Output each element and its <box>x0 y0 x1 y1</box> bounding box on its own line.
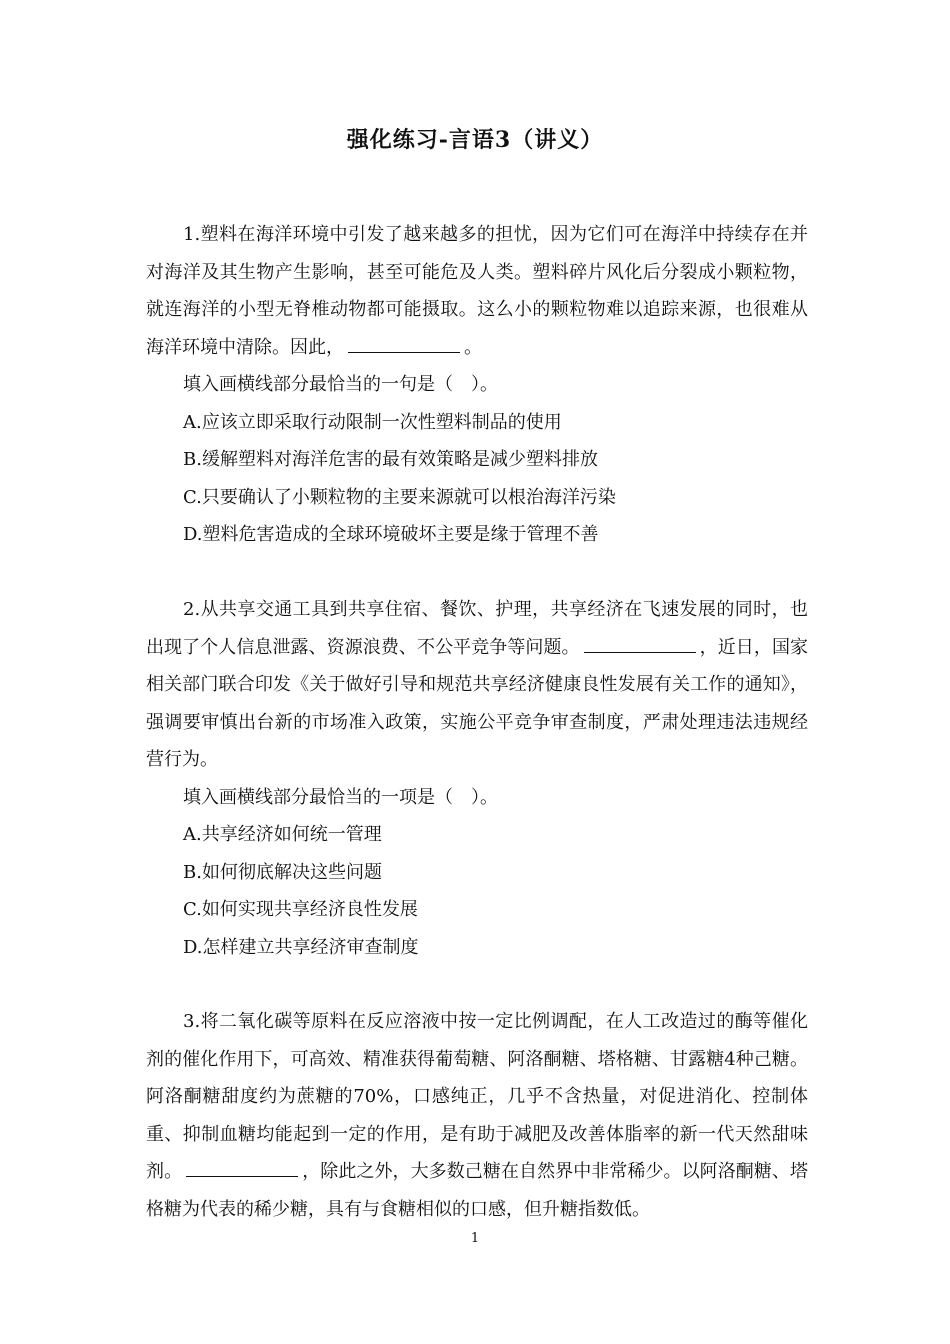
option-a: A.应该立即采取行动限制一次性塑料制品的使用 <box>183 411 562 433</box>
option-c: C.如何实现共享经济良性发展 <box>183 899 418 920</box>
stem-text-after: ，除此之外，大多数己糖在自然界中非常稀少。以阿洛酮糖、塔格糖为代表的稀少糖，具有与食糖相似的口感，但升糖指数低。 <box>146 1161 809 1220</box>
option-a: A.共享经济如何统一管理 <box>183 824 382 845</box>
answer-blank <box>186 1175 298 1177</box>
stem-text-after: ，近日，国家相关部门联合印发《关于做好引导和规范共享经济健康良性发展有关工作的通知》，强调要审慎出台新的市场准入政策，实施公平竞争审查制度，严肃处理违法违规经营行为。 <box>146 636 809 770</box>
question-prompt: 填入画横线部分最恰当的一项是（ ）。 <box>183 786 498 808</box>
page-number: 1 <box>470 1231 480 1246</box>
stem-text: 1.塑料在海洋环境中引发了越来越多的担忧，因为它们可在海洋中持续存在并对海洋及其生物产生影响，甚至可能危及人类。塑料碎片风化后分裂成小颗粒物，就连海洋的小型无脊椎动物都可能摄取。这么小的颗粒物难以追踪来源，也很难从海洋环境中清除。因此， <box>146 224 808 358</box>
answer-blank <box>584 651 696 653</box>
question-3 <box>146 1003 808 1228</box>
answer-blank <box>348 351 460 353</box>
stem-text: 2.从共享交通工具到共享住宿、餐饮、护理，共享经济在飞速发展的同时，也出现了个人信息泄露、资源浪费、不公平竞争等问题。 <box>146 599 808 658</box>
page-title: 强化练习-言语3（讲义） <box>346 127 604 153</box>
option-c: C.只要确认了小颗粒物的主要来源就可以根治海洋污染 <box>183 486 616 508</box>
question-prompt: 填入画横线部分最恰当的一句是（ ）。 <box>183 374 498 395</box>
question-2 <box>146 591 808 966</box>
question-1 <box>146 216 808 554</box>
option-b: B.缓解塑料对海洋危害的最有效策略是减少塑料排放 <box>183 449 598 470</box>
option-d: D.怎样建立共享经济审查制度 <box>183 936 419 958</box>
question-stem <box>146 1003 808 1228</box>
stem-text-after: 。 <box>464 336 482 358</box>
question-stem <box>146 216 808 366</box>
stem-text: 3.将二氧化碳等原料在反应溶液中按一定比例调配，在人工改造过的酶等催化剂的催化作用下，可高效、精准获得葡萄糖、阿洛酮糖、塔格糖、甘露糖4种己糖。阿洛酮糖甜度约为蔗糖的70%，口感纯正，几乎不含热量，对促进消化、控制体重、抑制血糖均能起到一定的作用，是有助于减肥及改善体脂率的新一代天然甜味剂。 <box>146 1011 808 1182</box>
option-b: B.如何彻底解决这些问题 <box>183 861 382 883</box>
option-d: D.塑料危害造成的全球环境破坏主要是缘于管理不善 <box>183 524 599 545</box>
question-stem <box>146 591 808 779</box>
